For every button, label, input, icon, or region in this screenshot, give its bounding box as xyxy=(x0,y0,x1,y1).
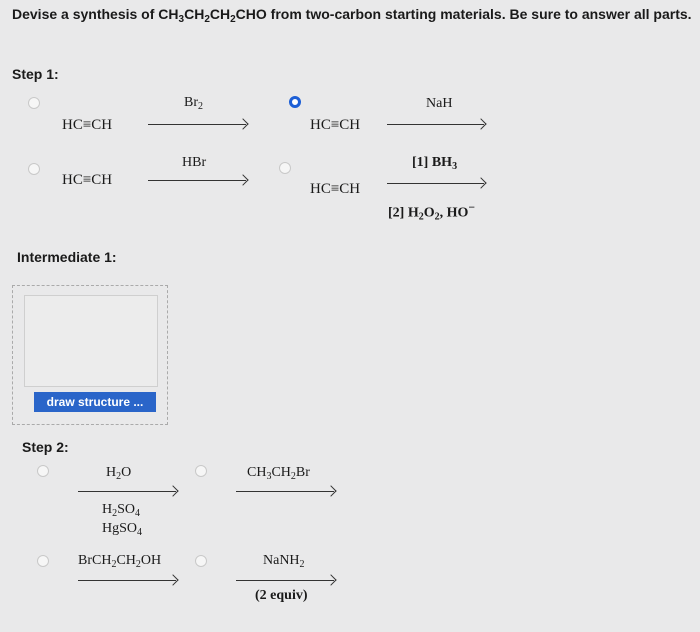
step2-option-hydration-arrow xyxy=(78,491,176,492)
step2-option-hydration-reagent-2: $H_2SO_4$ xyxy=(102,502,141,519)
step2-option-bromoethanol-reagent: $BrCH_2CH_2OH$ xyxy=(78,553,162,570)
step1-option-hbr-reactant: HC≡CH xyxy=(62,172,113,188)
step1-label: Step 1: xyxy=(12,66,59,82)
intermediate-label: Intermediate 1: xyxy=(17,249,117,265)
step2-option-ethylbromide-radio[interactable] xyxy=(195,465,207,477)
step1-option-hydroboration-reagent-1: [1] $BH_3$ xyxy=(412,155,458,172)
step1-option-hydroboration-reactant: HC≡CH xyxy=(310,181,361,197)
step1-option-br2-reactant: HC≡CH xyxy=(62,117,113,133)
step1-option-br2-arrow xyxy=(148,124,246,125)
step2-option-bromoethanol-radio[interactable] xyxy=(37,555,49,567)
step2-option-bromoethanol-arrow xyxy=(78,580,176,581)
step1-option-hydroboration-arrow xyxy=(387,183,484,184)
step2-label: Step 2: xyxy=(22,439,69,455)
step2-option-hydration-reagent-3: HgSO$_4$ xyxy=(102,521,143,538)
step2-option-nanh2-reagent: NaNH$_2$ xyxy=(263,553,305,570)
step2-option-nanh2-equiv: (2 equiv) xyxy=(255,588,308,603)
step1-option-hydroboration-reagent-2: [2] $H_2O_2$, HO− xyxy=(388,201,476,223)
step1-option-nah-reactant: HC≡CH xyxy=(310,117,361,133)
question-text: Devise a synthesis of $CH_3CH_2CH_2CHO$ from two-carbon starting materials. Be sure to answer all parts. xyxy=(12,6,692,25)
step1-option-nah-reagent: NaH xyxy=(426,96,453,111)
draw-structure-button[interactable]: draw structure ... xyxy=(34,392,156,412)
step1-option-hbr-arrow xyxy=(148,180,246,181)
step1-option-nah-radio[interactable] xyxy=(289,96,301,108)
step2-option-nanh2-radio[interactable] xyxy=(195,555,207,567)
step1-option-hbr-reagent: HBr xyxy=(182,155,207,170)
step1-option-br2-reagent: $Br_2$ xyxy=(184,95,203,112)
structure-canvas[interactable] xyxy=(24,295,158,387)
step1-option-nah-arrow xyxy=(387,124,484,125)
step2-option-ethylbromide-reagent: $CH_3CH_2Br$ xyxy=(247,465,310,482)
step2-option-hydration-radio[interactable] xyxy=(37,465,49,477)
step2-option-nanh2-arrow xyxy=(236,580,334,581)
step1-option-hydroboration-radio[interactable] xyxy=(279,162,291,174)
step1-option-hbr-radio[interactable] xyxy=(28,163,40,175)
step2-option-ethylbromide-arrow xyxy=(236,491,334,492)
step1-option-br2-radio[interactable] xyxy=(28,97,40,109)
step2-option-hydration-reagent-1: $H_2O$ xyxy=(106,465,132,482)
